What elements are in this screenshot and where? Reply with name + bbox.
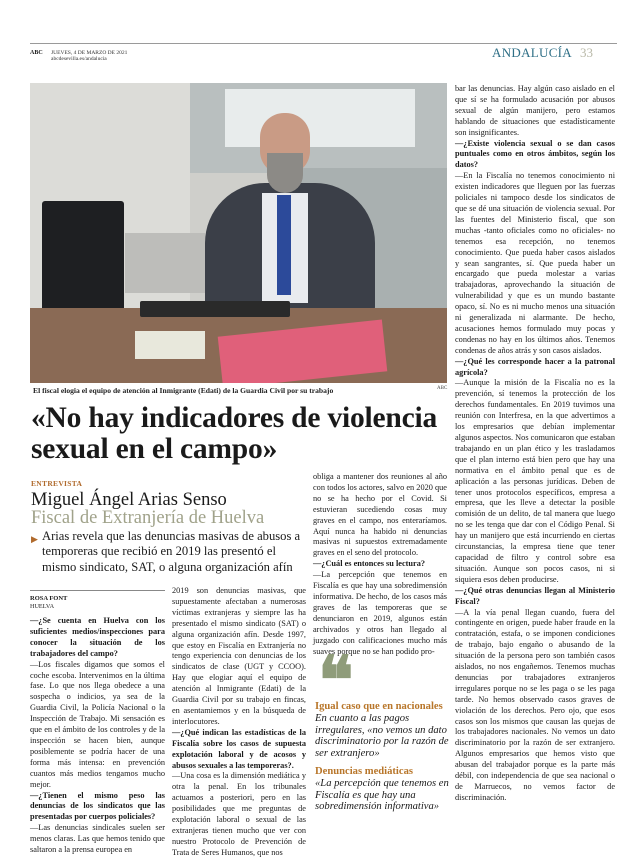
photo-printer xyxy=(125,233,205,293)
lead-summary xyxy=(31,529,306,575)
quote-mark-icon: ❝ xyxy=(318,641,354,719)
interviewee-name: Miguel Ángel Arias Senso xyxy=(31,490,227,510)
header-rule xyxy=(30,43,617,44)
page-number: 33 xyxy=(580,45,593,60)
byline-author: ROSA FONT xyxy=(30,595,68,602)
answer: —En la Fiscalía no tenemos conocimiento ni existen indicadores que lleguen por las fuerzas policiales ni tampoco desde los sindicatos de que se dé una situación de violencia sexual. Por las fuentes del Ministerio fiscal, que son muchas -tanto oficiales como no oficiales- no tenemos esa recepción, no tenemos conocimiento. Que pueda haber casos aislados y sean sangrantes, sí. Que pueda haber un encargado que pueda molestar a varias trabajadoras, aprovechando la situación de vulnerabilidad y que es un mundo bastante opaco, sí. No es ni mucho menos una situación ni generalizada ni alarmante. De hecho, acusaciones hemos formulado muy pocas y condenas no hay en los últimos años. Tenemos condenas de años atrás y son casos aislados. xyxy=(455,171,615,355)
answer: —Aunque la misión de la Fiscalía no es la prevención, sí tenemos la protección de los derechos fundamentales. En 2019 tuvimos una reunión con Interfresa, en la que advertimos a los empresarios que debían implementar algunos aspectos. Nos comunicaron que estaban trabajando en un plan ético y les trasladamos que el plan interno está bien pero que hay una normativa en el ámbito penal que es de aplicación a las personas jurídicas. Deben de tener unos protocolos específicos, empresa a empresa, que les lleve a detectar la posible comisión de un delito, de tal manera que luego no se les tenga que dar con el Código Penal. Si hay un manijero que está incurriendo en ciertas circunstancias, la empresa tiene que tener capacidad de filtro y control sobre esa situación. Aunque son pocos casos, ni si siquiera esos deben producirse. xyxy=(455,378,615,584)
answer: —Las denuncias sindicales suelen ser menos claras. Las que hemos tenido que saltaron a la prensa europea en xyxy=(30,823,165,855)
question: —¿Existe violencia sexual o se dan casos puntuales como en otros ámbitos, según los datos? xyxy=(455,138,615,170)
photo-caption: El fiscal elogia el equipo de atención al Inmigrante (Edati) de la Guardia Civil por su trabajo xyxy=(33,386,334,395)
interviewee-role: Fiscal de Extranjería de Huelva xyxy=(31,508,265,528)
photo-man-tie xyxy=(277,195,291,295)
photo-keyboard xyxy=(140,301,290,317)
header-url: abcdesevilla.es/andalucia xyxy=(51,56,107,62)
question: —¿Qué otras denuncias llegan al Ministerio Fiscal? xyxy=(455,585,615,606)
question: —¿Tienen el mismo peso las denuncias de los sindicatos que las presentadas por cuerpos policiales? xyxy=(30,790,165,822)
question: —¿Cuál es entonces su lectura? xyxy=(313,559,425,569)
byline-place: HUELVA xyxy=(30,603,55,610)
pull-quote-title: Denuncias mediáticas xyxy=(315,766,413,777)
pull-quote-text: «La percepción que tenemos en Fiscalía es que hay una sobredimensión informativa» xyxy=(315,778,449,812)
pull-quote-title: Igual caso que en nacionales xyxy=(315,701,443,712)
question: —¿Qué indican las estadísticas de la Fiscalía sobre los casos de supuesta explotación laboral y de acosos y abusos sexuales a las temporeras?. xyxy=(172,727,306,770)
header-date: JUEVES, 4 DE MARZO DE 2021 xyxy=(51,50,128,56)
header-brand: ABC xyxy=(30,50,43,56)
photo-credit: ABC xyxy=(437,386,448,391)
photo-window xyxy=(225,89,415,147)
answer: —Los fiscales digamos que somos el coche escoba. Intervenimos en la última fase. Lo que nos llega obedece a una sospecha o indicios, ya sea de la Guardia Civil, la Policía Nacional o la Inspección de Trabajo. Mi sensación es que en el ámbito de los controles y de la inspección se hacen bien, aunque posiblemente se podría hacer de una forma más intensa: en prevención cuantos más medios tengamos mucho mejor. xyxy=(30,659,165,789)
kicker: ENTREVISTA xyxy=(31,479,83,488)
photo-man-beard xyxy=(267,153,303,193)
answer: obliga a mantener dos reuniones al año con todos los actores, salvo en 2020 que no se ha hecho por el Covid. Si estuvieran sucediendo cosas muy graves en el campo, nos enteraríamos. Aquí nunca ha habido ni denuncias masivas ni supuestos extremadamente graves en el seno del protocolo. xyxy=(313,472,447,558)
question: —¿Se cuenta en Huelva con los suficientes medios/inspecciones para conocer la situación de los trabajadores del campo? xyxy=(30,616,165,658)
lead-text: Arias revela que las denuncias masivas de abusos a temporeras que recibió en 2019 las presentó el mismo sindicato, SAT, o alguna organización afín xyxy=(42,529,301,574)
article-column-4 xyxy=(455,84,615,804)
answer: —Una cosa es la dimensión mediática y otra la penal. En los tribunales actuamos a posteriori, pero en las posibilidades que me preguntas de explotación laboral o sexual de las extranjeras tienen mucho que ver con nuestro Protocolo de Prevención de Trata de Seres Humanos, que nos xyxy=(172,771,306,857)
article-column-2 xyxy=(172,586,306,859)
answer: 2019 son denuncias masivas, que supuestamente afectaban a numerosas víctimas extranjeras y siempre las ha presentado el mismo sindicato (SAT) o alguna organización afín. Desde 1997, que estoy en Fiscalía en Extranjería no tengo experiencia con denuncias de los sindicatos de clase (UGT y CCOO). Hay que elogiar aquí el equipo de atención al Inmigrante (Edati) de la Guardia Civil por su trabajo en fincas, en asentamiemos y en la búsqueda de interlocutores. xyxy=(172,586,306,726)
pull-quote-text: En cuanto a las pagos irregulares, «no vemos un dato discriminatorio por la razón de ser extranjero» xyxy=(315,713,449,759)
pull-quote-1 xyxy=(315,701,450,759)
section-title: ANDALUCÍA xyxy=(492,45,572,60)
answer: —La percepción que tenemos en Fiscalía es que hay una sobredimensión informativa. De hecho, de los casos más graves de las temporeras que se denunciaron en 2019, algunos están archivados y otros han llegado al juzgado con calificaciones mucho más suaves porque no se han podido pro- xyxy=(313,570,447,656)
headline: «No hay indicadores de violencia sexual en el campo» xyxy=(31,402,438,465)
question: —¿Qué les corresponde hacer a la patronal agrícola? xyxy=(455,356,615,377)
article-column-1 xyxy=(30,590,165,856)
answer: bar las denuncias. Hay algún caso aislado en el que sí se ha formulado acusación por abusos sexual de algún manijero, pero estamos hablando de situaciones que estadísticamente son insignificantes. xyxy=(455,84,615,137)
article-photo xyxy=(30,83,447,383)
photo-papers xyxy=(135,331,205,359)
article-column-3 xyxy=(313,472,447,657)
pull-quote-2 xyxy=(315,766,450,813)
header-dateline xyxy=(51,50,127,62)
answer: —A la vía penal llegan cuando, fuera del contingente en origen, puede haber fraude en la contratación, estafa, o se imponen condiciones de trabajo, bajo engaño o abusando de la situación de la persona pero son también casos aislados, no nos engañemos. Tenemos muchas denuncias por trabajadores extranjeros irregulares porque no se les paga o se les paga tarde. No hemos observado casos graves de violación de los derechos. Pero ojo, que esos casos son los mismos que causan las quejas de los trabajadores nacionales. No vemos un dato discriminatorio por la razón de ser extranjero. Algunos empresarios que hemos visto que abusan del trabajador porque es la parte más débil, con independencia de que sea nacional o de Marruecos, no vemos factor de discriminación. xyxy=(455,607,615,802)
bullet-triangle-icon: ▶ xyxy=(31,534,38,544)
